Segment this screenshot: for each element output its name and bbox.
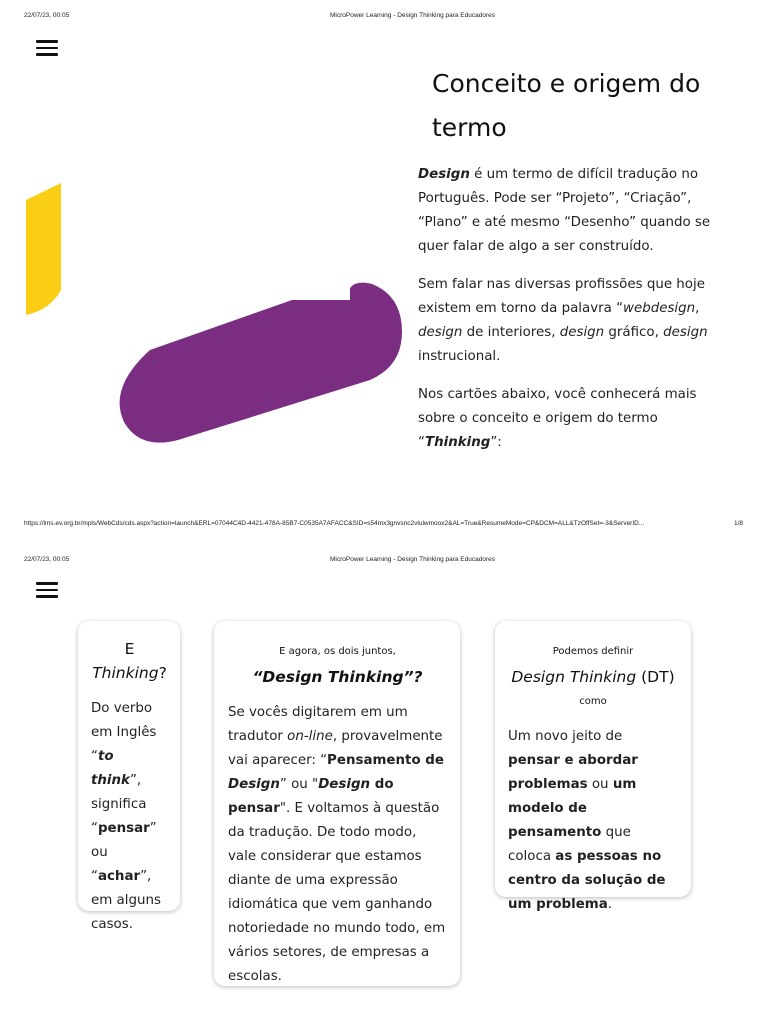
page-heading [432,62,732,150]
card-body: Se vocês digitarem em um tradutor on-line, provavelmente vai aparecer: “Pensamento de Design” ou "Design do pensar". E voltamos à questão da tradução. De todo modo, vale considerar que estamos diante de uma expressão idiomática que vem ganhando notoriedade no mundo todo, em vários setores, de empresas a escolas. [228,705,446,984]
hamburger-menu-icon[interactable] [36,582,58,599]
card-body: Do verbo em Inglês “to think”, significa “pensar” ou “achar”, em alguns casos. [91,701,161,932]
card-title: “Design Thinking”? [252,668,423,686]
header-title: MicroPower Learning - Design Thinking para Educadores [330,12,495,19]
paragraph-1: Design é um termo de difícil tradução no Português. Pode ser “Projeto”, “Criação”, “Plano” e até mesmo “Desenho” quando se quer falar de algo a ser construído. [418,167,711,254]
heading-line-1: Conceito e origem do [432,69,701,98]
card-subtitle-bottom: como [579,696,607,707]
header-date: 22/07/23, 00:05 [24,556,70,563]
yellow-shape [26,183,61,315]
header-title: MicroPower Learning - Design Thinking para Educadores [330,556,495,563]
card-body: Um novo jeito de pensar e abordar problemas ou um modelo de pensamento que coloca as pessoas no centro da solução de um problema. [508,729,666,912]
paragraph-3: Nos cartões abaixo, você conhecerá mais sobre o conceito e origem do termo “Thinking”: [418,387,697,450]
card-design-thinking[interactable] [214,621,460,986]
card-thinking[interactable] [78,621,180,932]
purple-shape [120,283,402,443]
decorative-shapes [0,160,420,460]
heading-line-2: termo [432,113,507,142]
card-subtitle: E agora, os dois juntos, [279,646,396,657]
header-date: 22/07/23, 00:05 [24,12,70,19]
footer-url[interactable]: https://lms.ev.org.br/mpls/WebCds/cds.aspx?action=launch&ERL=07044C4D-4421-478A-85B7-C0535A7AFACC&SID=s54mx3gnvsnc2vlulwmoox2&AL=True&ResumeMode=CP&DCM=ALL&TzOffSet=-3&ServerID... [24,520,645,527]
hamburger-menu-icon[interactable] [36,40,58,57]
paragraph-2: Sem falar nas diversas profissões que hoje existem em torno da palavra “webdesign, design de interiores, design gráfico, design instrucional. [418,277,708,364]
card-title: Design Thinking (DT) [511,668,675,686]
card-title: E Thinking? [92,640,167,682]
card-subtitle-top: Podemos definir [552,646,634,657]
card-definition[interactable] [495,621,691,912]
footer-page-number: 1/8 [734,520,744,527]
